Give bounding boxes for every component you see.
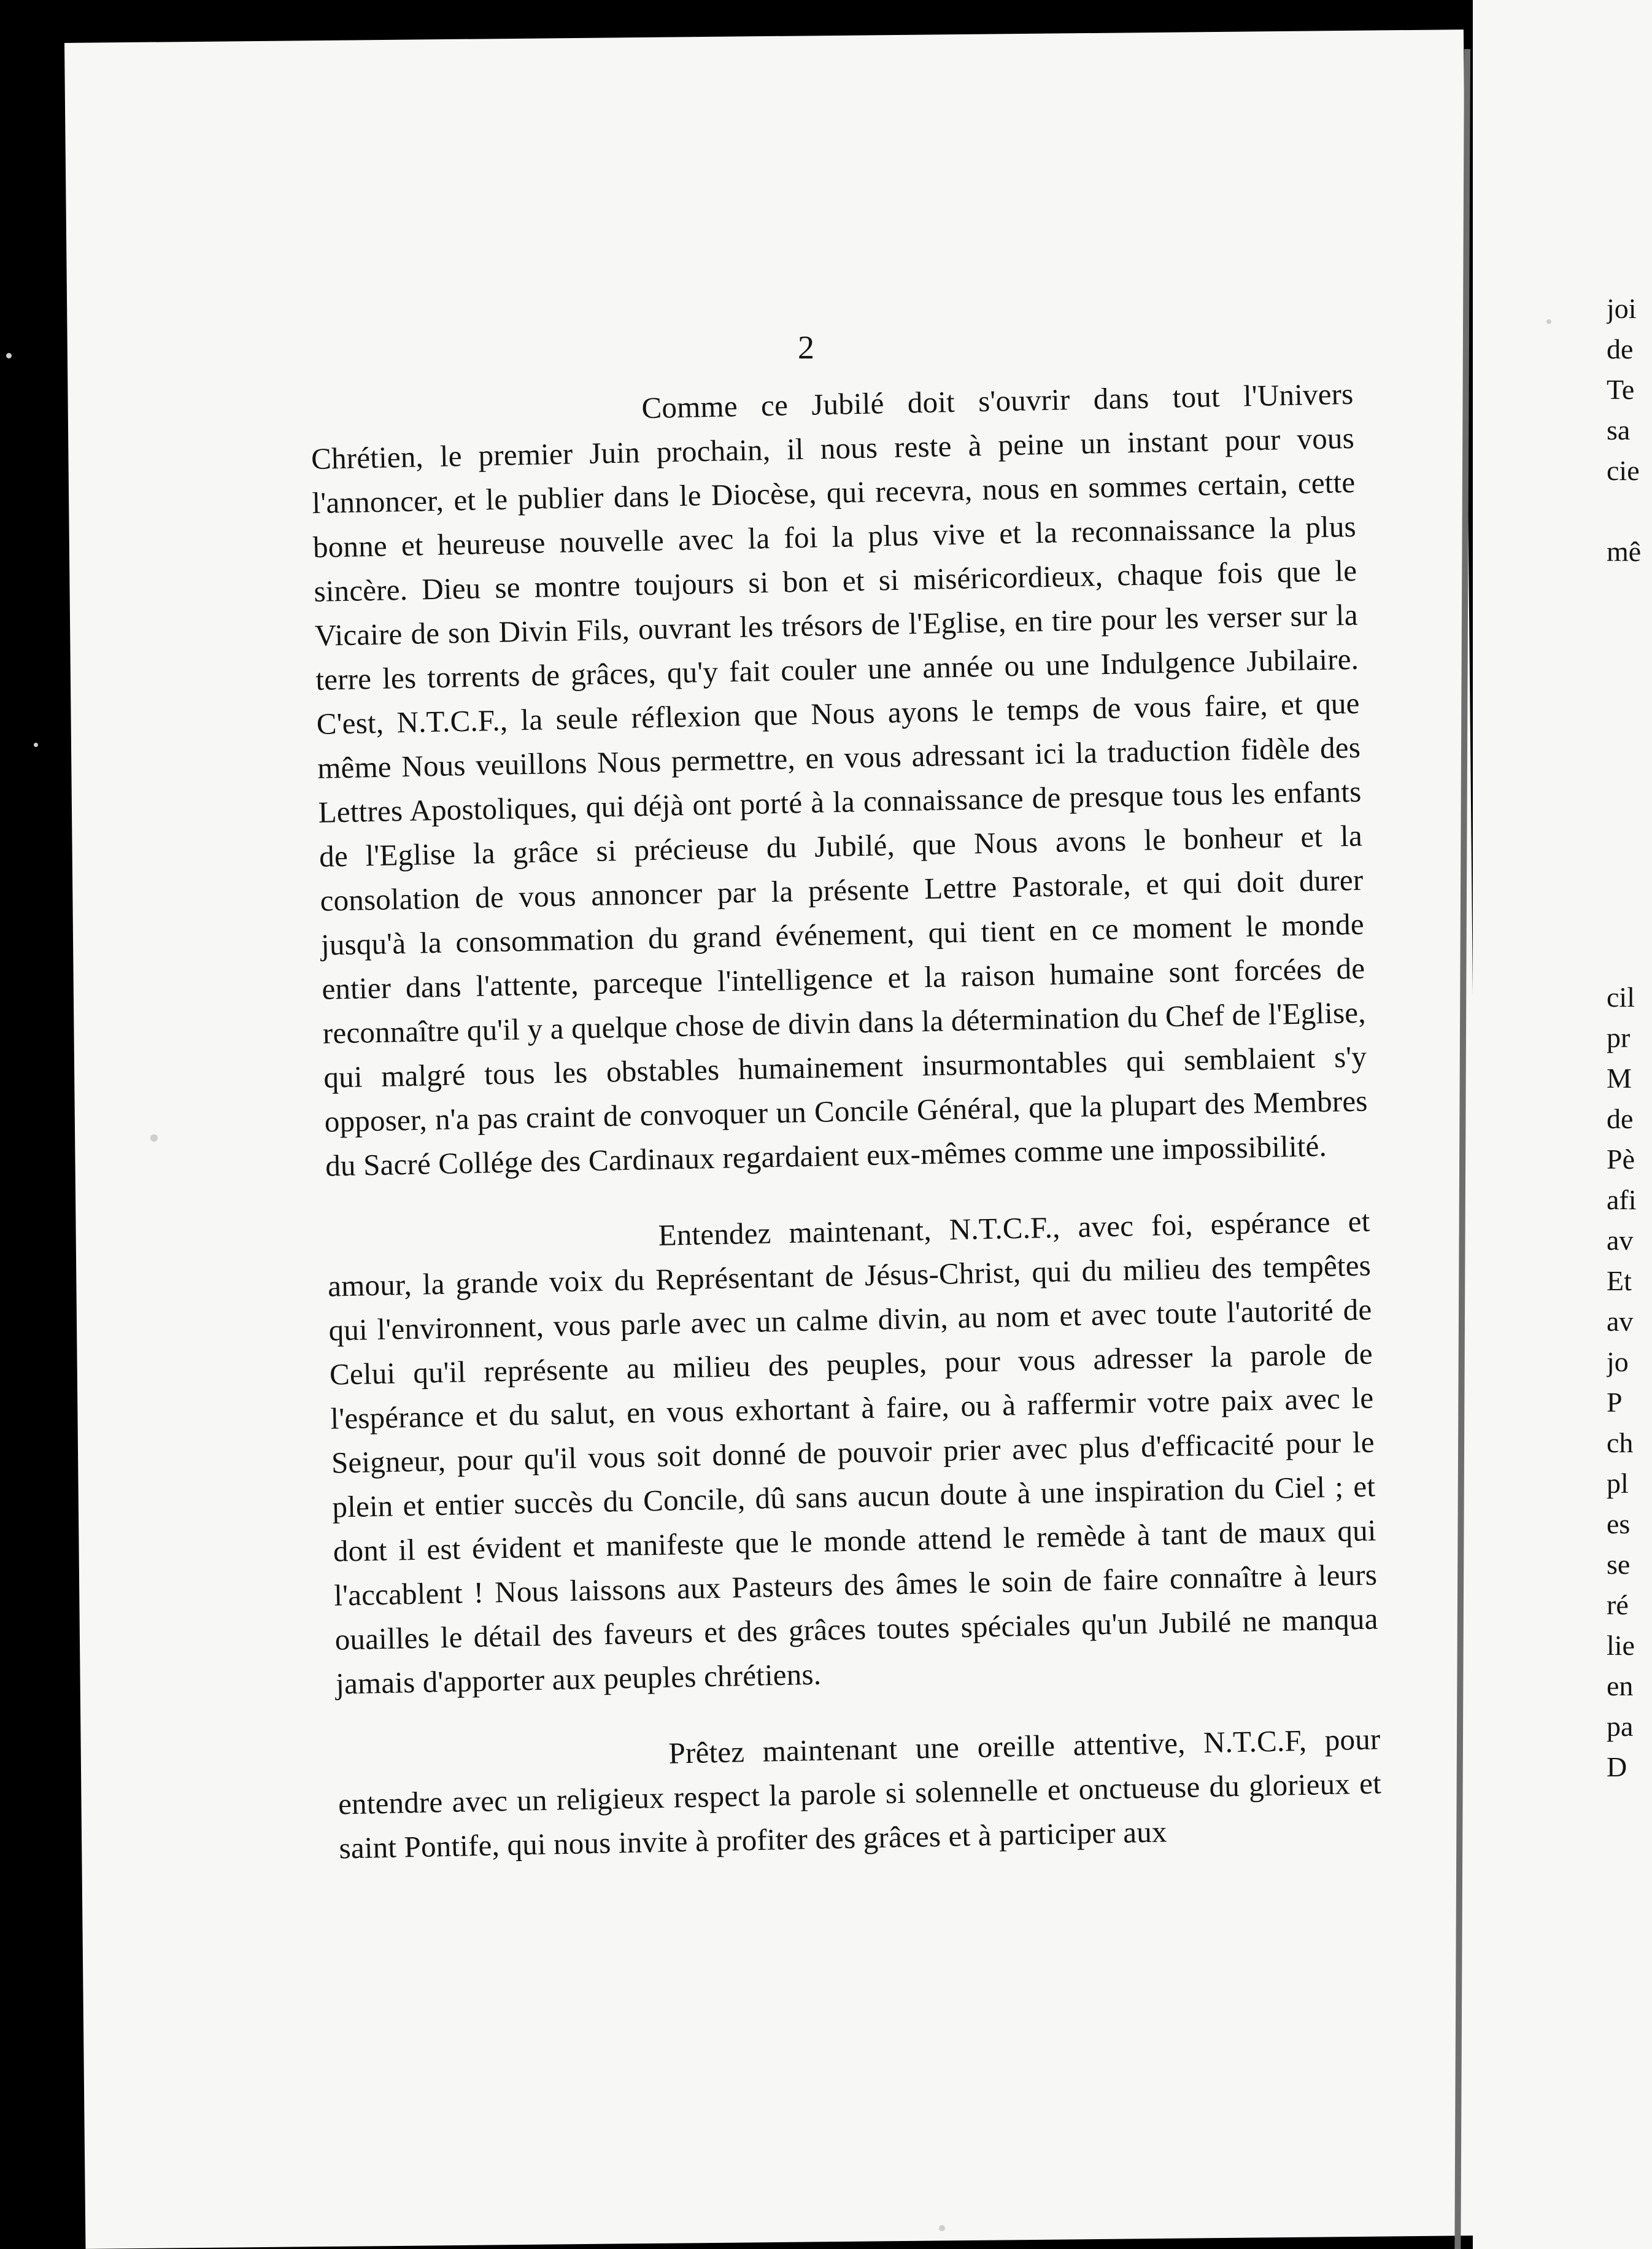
facing-page-fragment [1607,491,1652,532]
facing-page-fragment: lie [1607,1630,1635,1661]
body-text [310,372,1383,1871]
facing-page-fragment: jo [1607,1346,1629,1377]
facing-page-fragment: D [1607,1751,1627,1783]
facing-page-fragment: ré [1607,1589,1629,1620]
paragraph-attentive-ear: Prêtez maintenant une oreille attentive, N.T.C.F, pour entendre avec un religieux respect la parole si solennelle et onctueuse du glorieux et saint Pontife, qui nous invite à profiter des grâces et à participer aux [338,1722,1382,1865]
scan-speck [6,353,12,358]
facing-page-fragment [1607,613,1652,653]
facing-page-fragment [1607,572,1652,613]
facing-page-fragment: afi [1607,1184,1637,1215]
scan-speck [1546,319,1551,324]
facing-page-fragment [1607,775,1652,815]
facing-page-fragment: de [1607,333,1634,365]
paragraph-voice-of-representative: Entendez maintenant, N.T.C.F., avec foi, espérance et amour, la grande voix du Représentant de Jésus-Christ, qui du milieu des tempêtes qui l'environnent, vous parle avec un calme divin, au nom et avec toute l'autorité de Celui qu'il représente au milieu des peuples, pour vous adresser la parole de l'espérance et du salut, en vous exhortant à faire, ou à raffermir votre paix avec le Seigneur, pour qu'il vous soit donné de pouvoir prier avec plus d'efficacité pour le plein et entier succès du Concile, dû sans aucun doute à une inspiration du Ciel ; et dont il est évident et manifeste que le monde attend le remède à tant de maux qui l'accablent ! Nous laissons aux Pasteurs des âmes le soin de faire connaître à leurs ouailles le détail des faveurs et des grâces toutes spéciales qu'un Jubilé ne manqua jamais d'apporter aux peuples chrétiens. [327,1204,1378,1701]
facing-page-fragment: sa [1607,414,1631,446]
facing-page-fragment: joi [1607,293,1637,324]
facing-page-fragment: se [1607,1549,1631,1580]
facing-page-fragment: cil [1607,981,1635,1013]
facing-page-fragment [1607,896,1652,937]
facing-page-fragment: ch [1607,1427,1634,1458]
scan-speck [34,743,38,747]
facing-page-fragment: M [1607,1063,1632,1094]
facing-page-text-fragments [1607,288,1652,1787]
facing-page-fragment [1607,856,1652,896]
facing-page-fragment: pl [1607,1468,1629,1499]
paragraph-jubilee-announcement: Comme ce Jubilé doit s'ouvrir dans tout l'Univers Chrétien, le premier Juin prochain, il nous reste à peine un instant pour vous l'annoncer, et le publier dans le Diocèse, qui recevra, nous en sommes certain, cette bonne et heureuse nouvelle avec la foi la plus vive et la reconnaissance la plus sincère. Dieu se montre toujours si bon et si miséricordieux, chaque fois que le Vicaire de son Divin Fils, ouvrant les trésors de l'Eglise, en tire pour les verser sur la terre les torrents de grâces, qu'y fait couler une année ou une Indulgence Jubilaire. C'est, N.T.C.F., la seule réflexion que Nous ayons le temps de vous faire, et que même Nous veuillons Nous permettre, en vous adressant ici la traduction fidèle des Lettres Apostoliques, qui déjà ont porté à la connaissance de presque tous les enfants de l'Eglise la grâce si précieuse du Jubilé, que Nous avons le bonheur et la consolation de vous annoncer par la présente Lettre Pastorale, et qui doit durer jusqu'à la consommation du grand événement, qui tient en ce moment le monde entier dans l'attente, parceque l'intelligence et la raison humaine sont forcées de reconnaître qu'il y a quelque chose de divin dans la détermination du Chef de l'Eglise, qui malgré tous les obstables humainement insurmontables qui semblaient s'y opposer, n'a pas craint de convoquer un Concile Général, que la plupart des Membres du Sacré Collége des Cardinaux regardaient eux-mêmes comme une impossibilité. [311,376,1368,1183]
facing-page-fragment [1607,694,1652,734]
facing-page-fragment: av [1607,1306,1634,1337]
facing-page-fragment [1607,653,1652,694]
facing-page-fragment [1607,937,1652,977]
facing-page-fragment: en [1607,1670,1634,1701]
facing-page-fragment [1607,815,1652,856]
facing-page-fragment: es [1607,1508,1631,1539]
facing-page-fragment: pa [1607,1711,1634,1742]
scan-speck [150,1134,158,1142]
facing-page-fragment: cie [1607,455,1640,486]
facing-page-fragment: Pè [1607,1144,1635,1175]
facing-page-fragment: av [1607,1225,1634,1256]
facing-page-fragment: Et [1607,1265,1632,1296]
facing-page-fragment: de [1607,1103,1634,1134]
scan-speck [939,2225,945,2231]
facing-page-fragment: pr [1607,1022,1631,1053]
facing-page-fragment: P [1607,1387,1623,1418]
facing-page-fragment: Te [1607,374,1635,405]
facing-page-fragment [1607,734,1652,775]
page-number: 2 [798,329,814,366]
facing-page-fragment: mê [1607,536,1642,567]
